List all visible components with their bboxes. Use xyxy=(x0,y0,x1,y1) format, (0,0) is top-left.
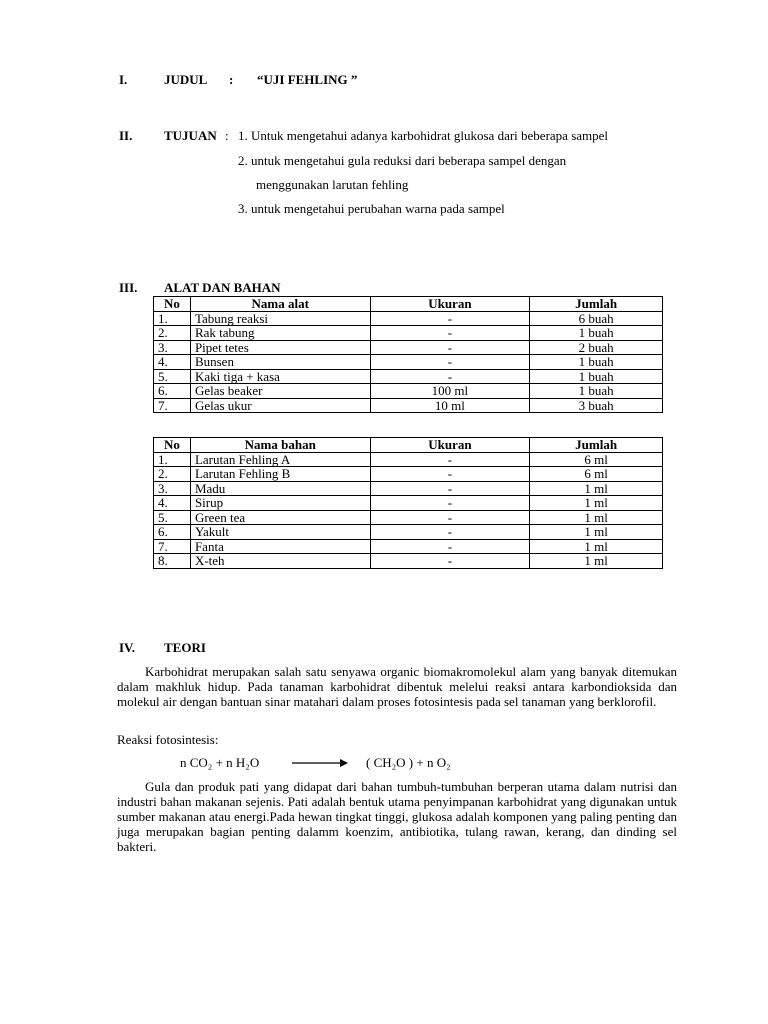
table-row xyxy=(154,398,663,413)
cell-no: 7. xyxy=(154,539,191,554)
cell-no: 7. xyxy=(154,398,191,413)
cell-quantity: 6 ml xyxy=(530,467,663,482)
cell-quantity: 1 ml xyxy=(530,554,663,569)
section-colon: : xyxy=(225,128,229,143)
table-row xyxy=(154,539,663,554)
table-row xyxy=(154,467,663,482)
header-name: Nama alat xyxy=(190,297,370,312)
cell-size: - xyxy=(370,539,530,554)
reaction-products: ( CH₂O ) + n O₂ xyxy=(366,755,451,770)
cell-name: Yakult xyxy=(190,525,370,540)
cell-no: 2. xyxy=(154,467,191,482)
section-number: I. xyxy=(119,72,128,87)
cell-size: - xyxy=(370,340,530,355)
section-label: JUDUL xyxy=(164,72,208,87)
cell-no: 3. xyxy=(154,340,191,355)
cell-size: - xyxy=(370,311,530,326)
document-title: “UJI FEHLING ” xyxy=(257,72,358,87)
section-number: II. xyxy=(119,128,133,143)
table-row xyxy=(154,496,663,511)
theory-paragraph: Gula dan produk pati yang didapat dari bahan tumbuh-tumbuhan berperan utama dalam nutrisi dan industri bahan makanan sejenis. Pati adalah bentuk utama penyimpanan karbohidrat yang digunakan untuk sumber makanan atau energi.Pada hewan tingkat tinggi, glukosa adalah komponen yang paling penting dan juga merupakan bagian penting dalamm koenzim, antibiotika, tulang rawan, kerang, dan dinding sel bakteri. xyxy=(117,779,677,854)
cell-quantity: 1 ml xyxy=(530,539,663,554)
cell-size: - xyxy=(370,452,530,467)
cell-size: 10 ml xyxy=(370,398,530,413)
section-colon: : xyxy=(229,72,234,87)
section-label: ALAT DAN BAHAN xyxy=(164,280,281,295)
cell-no: 6. xyxy=(154,384,191,399)
section-number: III. xyxy=(119,280,138,295)
objective-item: 1. Untuk mengetahui adanya karbohidrat glukosa dari beberapa sampel xyxy=(238,128,609,143)
cell-name: Green tea xyxy=(190,510,370,525)
cell-no: 1. xyxy=(154,452,191,467)
tools-table xyxy=(153,296,663,413)
cell-quantity: 2 buah xyxy=(530,340,663,355)
objective-item: 3. untuk mengetahui perubahan warna pada sampel xyxy=(238,201,505,216)
cell-name: Sirup xyxy=(190,496,370,511)
objective-item-continued: menggunakan larutan fehling xyxy=(256,177,409,192)
reaction-label: Reaksi fotosintesis: xyxy=(117,732,219,747)
cell-quantity: 6 ml xyxy=(530,452,663,467)
header-size: Ukuran xyxy=(370,438,530,453)
cell-name: Gelas beaker xyxy=(190,384,370,399)
table-row xyxy=(154,481,663,496)
objective-item: 2. untuk mengetahui gula reduksi dari beberapa sampel dengan xyxy=(238,153,567,168)
cell-size: - xyxy=(370,369,530,384)
cell-size: - xyxy=(370,496,530,511)
cell-name: Gelas ukur xyxy=(190,398,370,413)
table-row xyxy=(154,384,663,399)
header-no: No xyxy=(154,297,191,312)
cell-name: Madu xyxy=(190,481,370,496)
cell-no: 4. xyxy=(154,355,191,370)
section-label: TUJUAN xyxy=(164,128,217,143)
theory-paragraph: Karbohidrat merupakan salah satu senyawa organic biomakromolekul alam yang banyak ditemukan dalam makhluk hidup. Pada tanaman karbohidrat dibentuk melelui reaksi antara karbondioksida dan molekul air dengan bantuan sinar matahari dalam proses fotosintesis pada sel tanaman yang berklorofil. xyxy=(117,664,677,709)
cell-quantity: 1 ml xyxy=(530,510,663,525)
cell-name: Larutan Fehling A xyxy=(190,452,370,467)
cell-size: - xyxy=(370,525,530,540)
table-row xyxy=(154,510,663,525)
cell-quantity: 3 buah xyxy=(530,398,663,413)
table-row xyxy=(154,340,663,355)
cell-size: 100 ml xyxy=(370,384,530,399)
cell-quantity: 1 ml xyxy=(530,525,663,540)
cell-name: X-teh xyxy=(190,554,370,569)
cell-name: Pipet tetes xyxy=(190,340,370,355)
table-row xyxy=(154,355,663,370)
table-header-row xyxy=(154,297,663,312)
cell-no: 4. xyxy=(154,496,191,511)
cell-quantity: 1 buah xyxy=(530,326,663,341)
section-label: TEORI xyxy=(164,640,206,655)
table-row xyxy=(154,311,663,326)
cell-size: - xyxy=(370,554,530,569)
cell-quantity: 1 buah xyxy=(530,369,663,384)
cell-quantity: 1 ml xyxy=(530,481,663,496)
cell-no: 5. xyxy=(154,510,191,525)
section-number: IV. xyxy=(119,640,136,655)
reaction-arrow-icon xyxy=(292,757,348,769)
reaction-reactants: n CO₂ + n H₂O xyxy=(180,755,260,770)
header-size: Ukuran xyxy=(370,297,530,312)
cell-size: - xyxy=(370,481,530,496)
cell-size: - xyxy=(370,326,530,341)
table-row xyxy=(154,554,663,569)
cell-name: Larutan Fehling B xyxy=(190,467,370,482)
cell-no: 2. xyxy=(154,326,191,341)
cell-quantity: 6 buah xyxy=(530,311,663,326)
cell-no: 5. xyxy=(154,369,191,384)
materials-table xyxy=(153,437,663,569)
cell-no: 1. xyxy=(154,311,191,326)
header-name: Nama bahan xyxy=(190,438,370,453)
cell-no: 6. xyxy=(154,525,191,540)
cell-quantity: 1 buah xyxy=(530,355,663,370)
table-header-row xyxy=(154,438,663,453)
cell-name: Fanta xyxy=(190,539,370,554)
cell-quantity: 1 buah xyxy=(530,384,663,399)
cell-quantity: 1 ml xyxy=(530,496,663,511)
cell-size: - xyxy=(370,355,530,370)
cell-name: Kaki tiga + kasa xyxy=(190,369,370,384)
header-quantity: Jumlah xyxy=(530,297,663,312)
table-row xyxy=(154,369,663,384)
cell-name: Rak tabung xyxy=(190,326,370,341)
cell-size: - xyxy=(370,467,530,482)
table-row xyxy=(154,525,663,540)
table-row xyxy=(154,452,663,467)
header-quantity: Jumlah xyxy=(530,438,663,453)
cell-name: Bunsen xyxy=(190,355,370,370)
cell-no: 3. xyxy=(154,481,191,496)
header-no: No xyxy=(154,438,191,453)
cell-no: 8. xyxy=(154,554,191,569)
cell-name: Tabung reaksi xyxy=(190,311,370,326)
cell-size: - xyxy=(370,510,530,525)
table-row xyxy=(154,326,663,341)
